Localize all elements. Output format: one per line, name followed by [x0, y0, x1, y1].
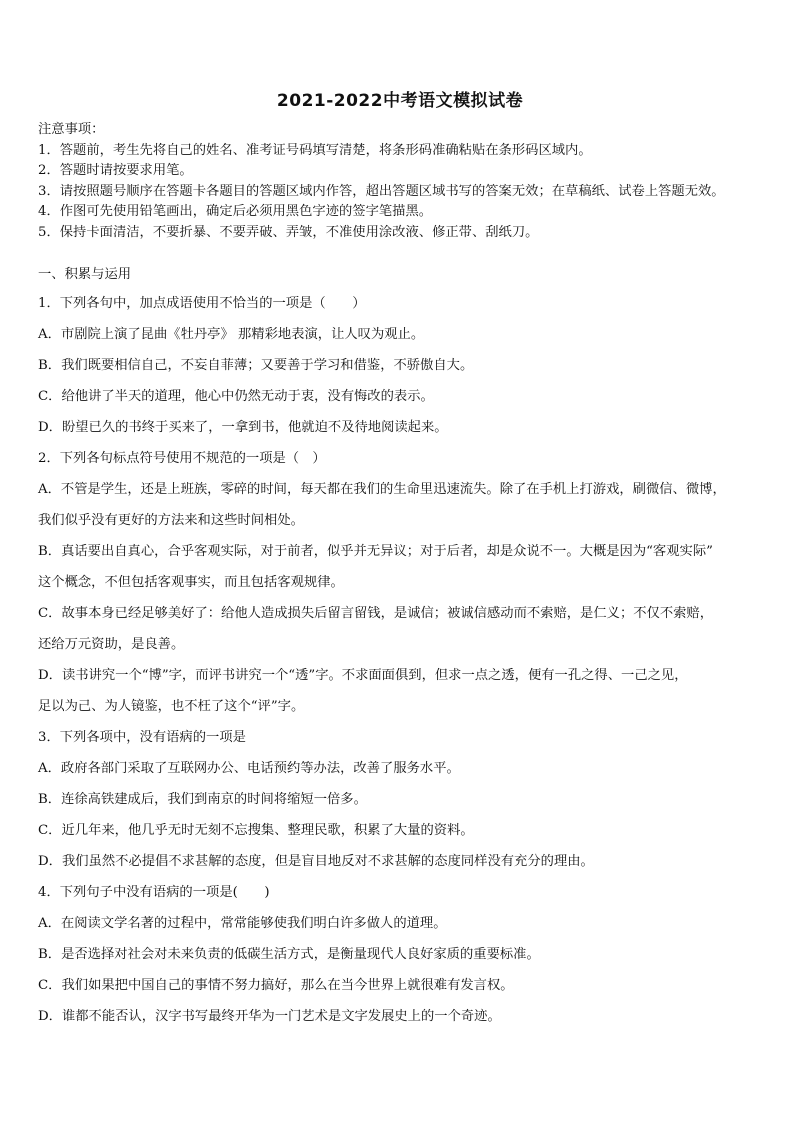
- question-4-option-d: D．谁都不能否认，汉字书写最终开华为一门艺术是文字发展史上的一个奇迹。: [38, 1009, 501, 1024]
- question-1-option-b: B．我们既要相信自己，不妄自菲薄；又要善于学习和借鉴，不骄傲自大。: [38, 358, 474, 373]
- question-3-option-a: A．政府各部门采取了互联网办公、电话预约等办法，改善了服务水平。: [38, 761, 460, 776]
- section-heading: 一、积累与运用: [38, 267, 132, 282]
- question-3-option-c: C．近几年来，他几乎无时无刻不忘搜集、整理民歌，积累了大量的资料。: [38, 823, 474, 838]
- question-1-option-d: D．盼望已久的书终于买来了，一拿到书，他就迫不及待地阅读起来。: [38, 420, 448, 435]
- question-4-option-a: A．在阅读文学名著的过程中，常常能够使我们明白许多做人的道理。: [38, 916, 447, 931]
- notice-block: [38, 120, 762, 243]
- question-2-option-b-cont: 这个概念，不但包括客观事实，而且包括客观规律。: [38, 575, 344, 590]
- question-1-option-c: C．给他讲了半天的道理，他心中仍然无动于衷，没有悔改的表示。: [38, 389, 434, 404]
- notice-item: 3．请按照题号顺序在答题卡各题目的答题区域内作答，超出答题区域书写的答案无效；在草稿纸、试卷上答题无效。: [38, 183, 725, 199]
- page-title: 2021-2022中考语文模拟试卷: [276, 91, 524, 111]
- question-2-option-c: C．故事本身已经足够美好了：给他人造成损失后留言留钱，是诚信；被诚信感动而不索赔，是仁义；不仅不索赔，: [38, 606, 714, 621]
- question-2-option-d-cont: 足以为己、为人镜鉴，也不枉了这个“评”字。: [38, 699, 305, 714]
- notice-item: 2．答题时请按要求用笔。: [38, 163, 193, 178]
- notice-item: 1．答题前，考生先将自己的姓名、准考证号码填写清楚，将条形码准确粘贴在条形码区域内。: [38, 142, 592, 158]
- notice-heading: 注意事项：: [38, 122, 105, 137]
- question-4-option-b: B．是否选择对社会对未来负责的低碳生活方式，是衡量现代人良好家质的重要标准。: [38, 947, 540, 962]
- question-3-stem: 3．下列各项中，没有语病的一项是: [38, 730, 246, 745]
- question-2-option-c-cont: 还给万元资助，是良善。: [38, 637, 185, 652]
- question-2-option-d: D．读书讲究一个“博”字，而评书讲究一个“透”字。不求面面俱到，但求一点之透，便有一孔之得、一己之见，: [38, 668, 688, 683]
- question-2-option-a-cont: 我们似乎没有更好的方法来和这些时间相处。: [38, 513, 304, 528]
- notice-item: 4．作图可先使用铅笔画出，确定后必须用黑色字迹的签字笔描黑。: [38, 204, 433, 219]
- question-3-option-b: B．连徐高铁建成后，我们到南京的时间将缩短一倍多。: [38, 792, 367, 807]
- question-2-option-b: B．真话要出自真心，合乎客观实际，对于前者，似乎并无异议；对于后者，却是众说不一。大概是因为“客观实际”: [38, 544, 713, 559]
- question-2-stem: 2．下列各句标点符号使用不规范的一项是（ ）: [38, 451, 326, 466]
- question-4-stem: 4．下列句子中没有语病的一项是( ): [38, 885, 270, 900]
- questions-block: [38, 262, 762, 1032]
- question-1-option-a: A．市剧院上演了昆曲《牡丹亭》 那精彩地表演，让人叹为观止。: [38, 327, 425, 342]
- notice-item: 5．保持卡面清洁，不要折暴、不要弄破、弄皱，不准使用涂改液、修正带、刮纸刀。: [38, 224, 539, 240]
- question-2-option-a: A．不管是学生，还是上班族，零碎的时间，每天都在我们的生命里迅速流失。除了在手机上打游戏，刷微信、微博，: [38, 482, 726, 497]
- question-3-option-d: D．我们虽然不必提倡不求甚解的态度，但是盲目地反对不求甚解的态度同样没有充分的理由。: [38, 854, 594, 869]
- question-4-option-c: C．我们如果把中国自己的事情不努力搞好，那么在当今世界上就很难有发言权。: [38, 978, 514, 993]
- question-1-stem: 1．下列各句中，加点成语使用不恰当的一项是（ ）: [38, 296, 366, 311]
